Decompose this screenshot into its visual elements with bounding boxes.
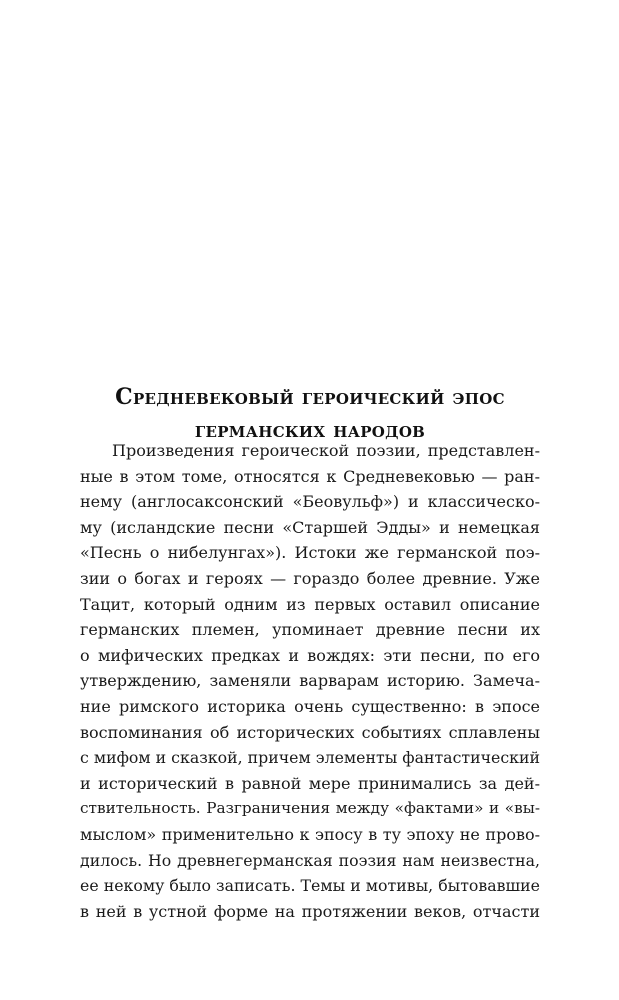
text-line: ние римского историка очень существенно: в эпосе: [80, 696, 540, 716]
text-line: зии о богах и героях — гораздо более древние. Уже: [80, 568, 540, 588]
text-line: «Песнь о нибелунгах»). Истоки же германской поэ-: [80, 543, 540, 563]
chapter-title-line: Средневековый героический эпос: [115, 383, 505, 410]
text-line: воспоминания об исторических событиях сплавлены: [80, 722, 540, 742]
body-paragraph: [80, 438, 540, 924]
text-line: мыслом» применительно к эпосу в ту эпоху не прово-: [80, 824, 540, 844]
text-line: Произведения героической поэзии, представлен-: [112, 441, 540, 460]
text-line: в ней в устной форме на протяжении веков, отчасти: [80, 901, 540, 921]
text-line: му (исландские песни «Старшей Эдды» и немецкая: [80, 517, 540, 537]
text-line: Тацит, который одним из первых оставил описание: [80, 594, 540, 614]
text-line: и исторический в равной мере принимались за дей-: [80, 773, 540, 793]
text-line: ствительность. Разграничения между «фактами» и «вы-: [80, 799, 540, 818]
text-line: ные в этом томе, относятся к Средневековью — ран-: [80, 466, 540, 486]
text-line: нему (англосаксонский «Беовульф») и классическо-: [80, 492, 540, 512]
text-line: германских племен, упоминает древние песни их: [80, 620, 540, 640]
text-line: ее некому было записать. Темы и мотивы, бытовавшие: [80, 876, 540, 896]
text-line: утверждению, заменяли варварам историю. Замеча-: [80, 671, 540, 691]
text-line: с мифом и сказкой, причем элементы фантастический: [80, 748, 540, 768]
chapter-title-line: германских народов: [194, 416, 426, 443]
chapter-title: [80, 381, 540, 447]
text-line: о мифических предках и вождях: эти песни, по его: [80, 645, 540, 665]
text-line: дилось. Но древнегерманская поэзия нам неизвестна,: [80, 850, 540, 870]
